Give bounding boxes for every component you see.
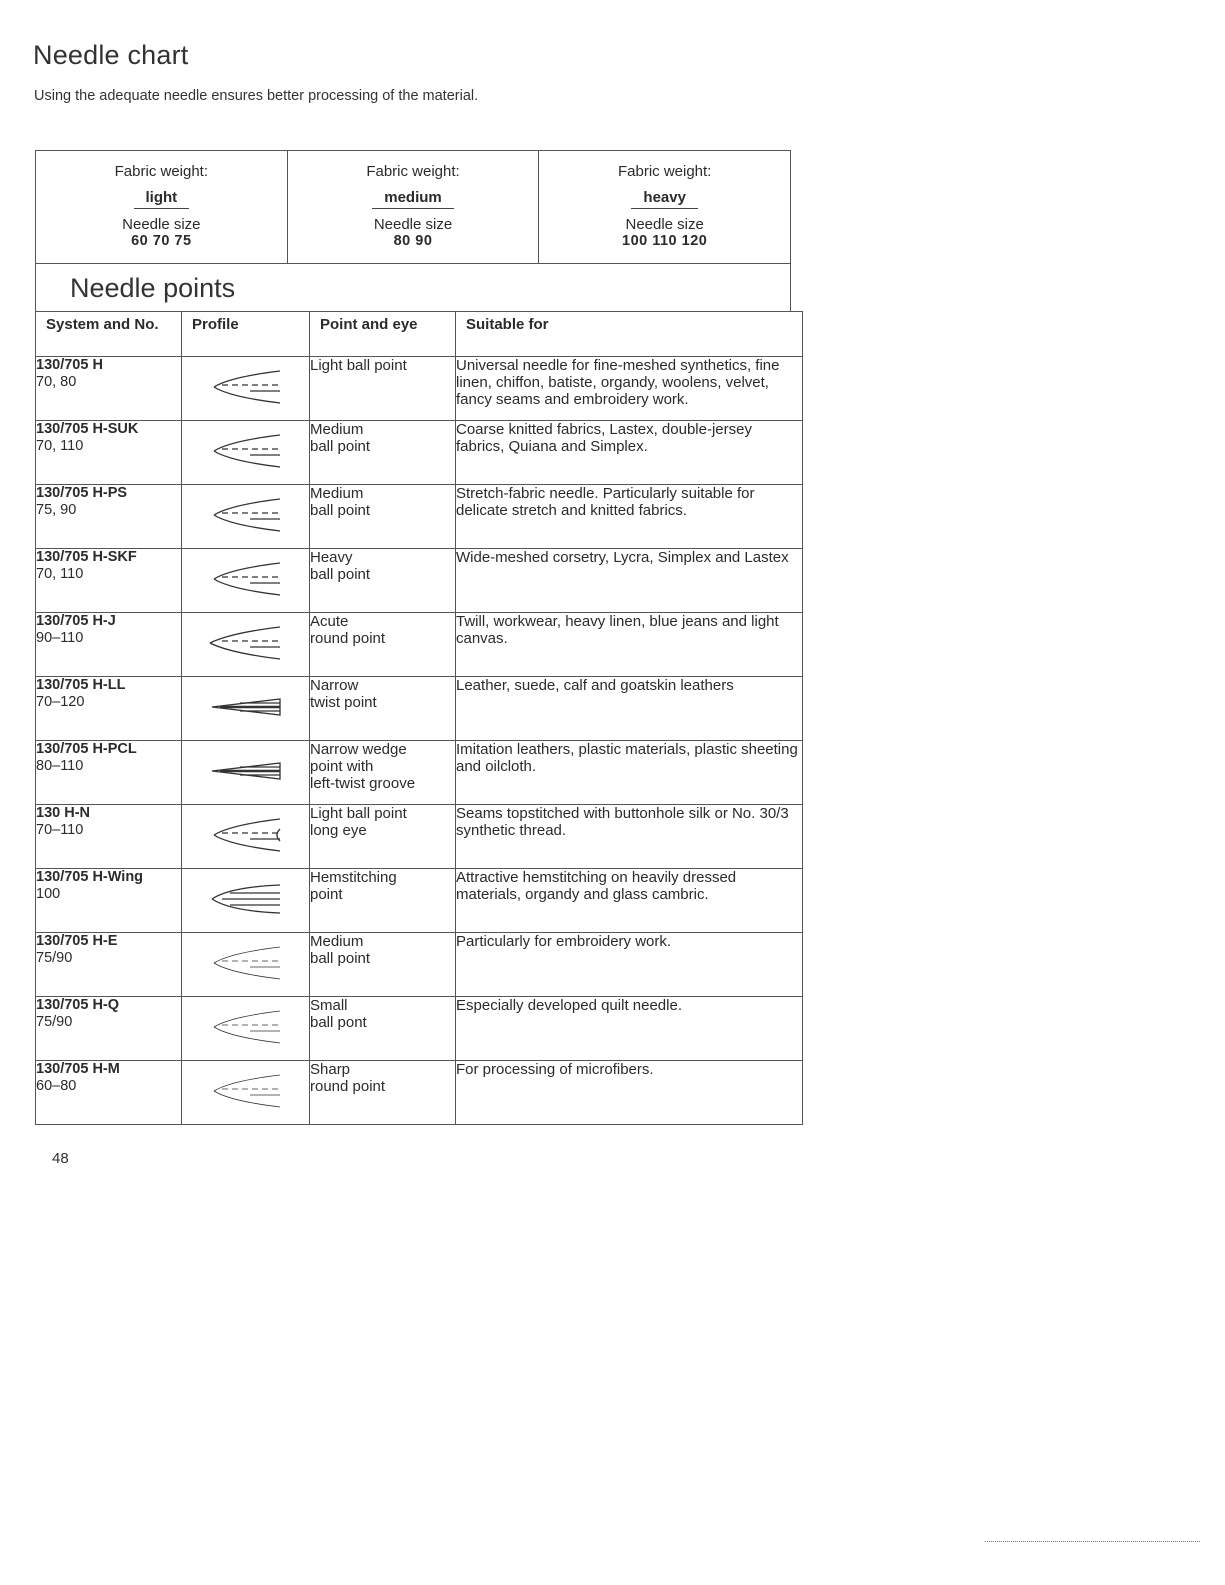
needle-profile-icon (200, 683, 292, 731)
system-cell (36, 997, 182, 1061)
system-sizes: 70–110 (36, 822, 84, 838)
system-name: 130/705 H-SUK (36, 421, 139, 437)
fabric-weight-table (35, 150, 791, 263)
column-header: Profile (182, 312, 310, 357)
profile-cell (182, 869, 310, 933)
needle-points-section (35, 263, 802, 1125)
needle-size-label: Needle size (122, 216, 201, 233)
needle-profile-icon (200, 811, 292, 859)
table-row (36, 805, 803, 869)
fabric-weight-value: heavy (631, 189, 698, 209)
needle-profile-icon (200, 363, 292, 411)
system-name: 130 H-N (36, 805, 90, 821)
system-sizes: 75/90 (36, 950, 73, 966)
suitable-for-cell: Imitation leathers, plastic materials, plastic sheeting and oilcloth. (456, 741, 803, 805)
profile-cell (182, 357, 310, 421)
table-row (36, 485, 803, 549)
needle-sizes: 80 90 (393, 233, 433, 249)
point-eye-cell: Narrow twist point (310, 677, 456, 741)
suitable-for-cell: Seams topstitched with buttonhole silk or No. 30/3 synthetic thread. (456, 805, 803, 869)
profile-cell (182, 1061, 310, 1125)
system-name: 130/705 H-LL (36, 677, 126, 693)
point-eye-cell: Narrow wedge point with left-twist groove (310, 741, 456, 805)
fabric-weight-value: medium (372, 189, 454, 209)
fabric-weight-heavy (539, 151, 790, 263)
suitable-for-cell: Attractive hemstitching on heavily dressed materials, organdy and glass cambric. (456, 869, 803, 933)
fabric-weight-label: Fabric weight: (617, 163, 712, 180)
table-row (36, 677, 803, 741)
system-sizes: 70, 110 (36, 438, 84, 454)
suitable-for-cell: Coarse knitted fabrics, Lastex, double-jersey fabrics, Quiana and Simplex. (456, 421, 803, 485)
table-row (36, 933, 803, 997)
needle-profile-icon (200, 747, 292, 795)
system-sizes: 70, 110 (36, 566, 84, 582)
profile-cell (182, 485, 310, 549)
needle-points-body (36, 357, 803, 1125)
column-header: System and No. (36, 312, 182, 357)
system-cell (36, 933, 182, 997)
system-name: 130/705 H-M (36, 1061, 120, 1077)
system-sizes: 70, 80 (36, 374, 77, 390)
system-sizes: 75, 90 (36, 502, 77, 518)
suitable-for-cell: Twill, workwear, heavy linen, blue jeans and light canvas. (456, 613, 803, 677)
needle-profile-icon (200, 1003, 292, 1051)
system-name: 130/705 H-E (36, 933, 118, 949)
profile-cell (182, 741, 310, 805)
table-row (36, 613, 803, 677)
point-eye-cell: Medium ball point (310, 485, 456, 549)
column-header: Suitable for (456, 312, 803, 357)
point-eye-cell: Light ball point long eye (310, 805, 456, 869)
profile-cell (182, 549, 310, 613)
system-cell (36, 357, 182, 421)
profile-cell (182, 933, 310, 997)
system-cell (36, 677, 182, 741)
needle-profile-icon (200, 939, 292, 987)
system-sizes: 100 (36, 886, 61, 902)
page-title: Needle chart (33, 40, 189, 70)
system-cell (36, 421, 182, 485)
table-row (36, 421, 803, 485)
system-name: 130/705 H-PCL (36, 741, 137, 757)
table-row (36, 869, 803, 933)
needle-profile-icon (200, 619, 292, 667)
point-eye-cell: Hemstitching point (310, 869, 456, 933)
column-header: Point and eye (310, 312, 456, 357)
system-name: 130/705 H-Q (36, 997, 120, 1013)
suitable-for-cell: Leather, suede, calf and goatskin leathers (456, 677, 803, 741)
fabric-weight-light (36, 151, 288, 263)
needle-profile-icon (200, 555, 292, 603)
profile-cell (182, 613, 310, 677)
system-cell (36, 805, 182, 869)
needle-points-table (35, 311, 803, 1125)
needle-size-label: Needle size (625, 216, 704, 233)
system-sizes: 75/90 (36, 1014, 73, 1030)
point-eye-cell: Medium ball point (310, 421, 456, 485)
table-row (36, 997, 803, 1061)
profile-cell (182, 805, 310, 869)
profile-cell (182, 421, 310, 485)
fabric-weight-label: Fabric weight: (114, 163, 209, 180)
suitable-for-cell: Particularly for embroidery work. (456, 933, 803, 997)
suitable-for-cell: For processing of microfibers. (456, 1061, 803, 1125)
table-row (36, 1061, 803, 1125)
system-name: 130/705 H-J (36, 613, 116, 629)
profile-cell (182, 677, 310, 741)
needle-size-label: Needle size (373, 216, 453, 233)
scan-divider (985, 1541, 1200, 1542)
profile-cell (182, 997, 310, 1061)
system-cell (36, 549, 182, 613)
needle-profile-icon (200, 875, 292, 923)
table-header-row (36, 312, 803, 357)
point-eye-cell: Sharp round point (310, 1061, 456, 1125)
system-name: 130/705 H-PS (36, 485, 128, 501)
system-name: 130/705 H-Wing (36, 869, 144, 885)
system-name: 130/705 H (36, 357, 103, 373)
fabric-weight-value: light (134, 189, 190, 209)
system-cell (36, 1061, 182, 1125)
point-eye-cell: Small ball pont (310, 997, 456, 1061)
system-sizes: 70–120 (36, 694, 85, 710)
system-sizes: 60–80 (36, 1078, 77, 1094)
fabric-weight-label: Fabric weight: (366, 163, 460, 180)
needle-profile-icon (200, 491, 292, 539)
system-sizes: 90–110 (36, 630, 84, 646)
table-row (36, 357, 803, 421)
suitable-for-cell: Especially developed quilt needle. (456, 997, 803, 1061)
needle-points-title: Needle points (70, 273, 236, 303)
page-number: 48 (52, 1150, 69, 1167)
system-sizes: 80–110 (36, 758, 84, 774)
system-cell (36, 485, 182, 549)
system-cell (36, 869, 182, 933)
suitable-for-cell: Stretch-fabric needle. Particularly suitable for delicate stretch and knitted fabrics. (456, 485, 803, 549)
needle-profile-icon (200, 427, 292, 475)
system-cell (36, 613, 182, 677)
suitable-for-cell: Universal needle for fine-meshed synthetics, fine linen, chiffon, batiste, organdy, woolens, velvet, fancy seams and embroidery work. (456, 357, 803, 421)
needle-profile-icon (200, 1067, 292, 1115)
point-eye-cell: Light ball point (310, 357, 456, 421)
point-eye-cell: Heavy ball point (310, 549, 456, 613)
fabric-weight-medium (288, 151, 540, 263)
table-row (36, 549, 803, 613)
needle-sizes: 100 110 120 (622, 233, 708, 249)
system-cell (36, 741, 182, 805)
needle-points-header (35, 263, 791, 311)
needle-sizes: 60 70 75 (131, 233, 192, 249)
table-row (36, 741, 803, 805)
point-eye-cell: Medium ball point (310, 933, 456, 997)
suitable-for-cell: Wide-meshed corsetry, Lycra, Simplex and Lastex (456, 549, 803, 613)
page-subtitle: Using the adequate needle ensures better processing of the material. (34, 88, 479, 104)
system-name: 130/705 H-SKF (36, 549, 137, 565)
point-eye-cell: Acute round point (310, 613, 456, 677)
